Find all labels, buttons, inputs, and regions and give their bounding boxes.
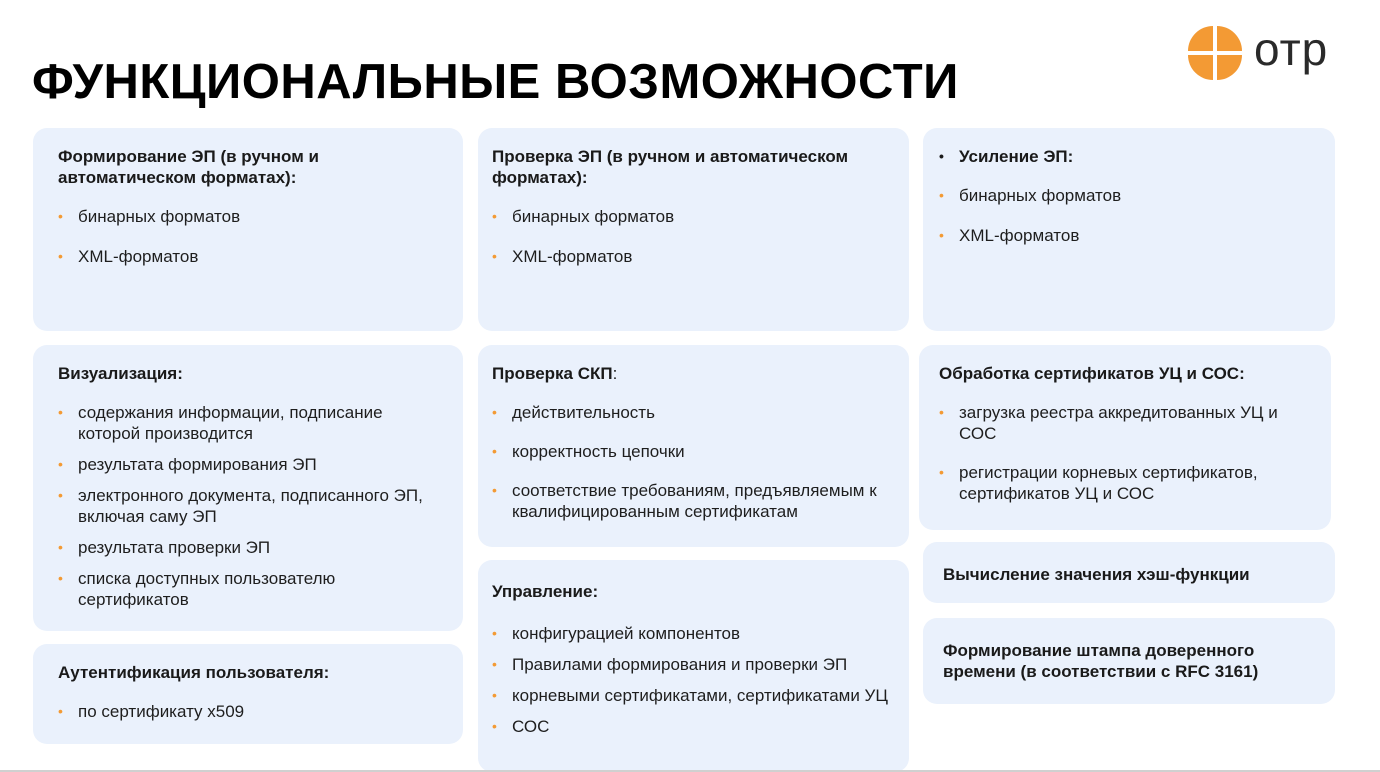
- card-enhancement-title: • Усиление ЭП:: [939, 146, 1315, 167]
- list-item: • бинарных форматов: [492, 206, 889, 227]
- list-item: • регистрации корневых сертификатов, сертификатов УЦ и СОС: [939, 462, 1299, 504]
- card-hash: [923, 542, 1335, 603]
- card-management-title: Управление:: [492, 582, 599, 601]
- orange-petals-logo-icon: [1186, 24, 1244, 82]
- card-skp-check-title-colon: :: [612, 364, 618, 383]
- card-auth: [33, 644, 463, 744]
- list-item: • конфигурацией компонентов: [492, 623, 892, 644]
- card-verification-title: Проверка ЭП (в ручном и автоматическом форматах):: [492, 147, 849, 187]
- card-formation: [33, 128, 463, 331]
- list-item: • XML-форматов: [939, 225, 1315, 246]
- list-item: • корневыми сертификатами, сертификатами УЦ: [492, 685, 892, 706]
- list-item: • соответствие требованиям, предъявляемым к квалифицированным сертификатам: [492, 480, 892, 522]
- list-item: • результата формирования ЭП: [58, 454, 438, 475]
- card-timestamp-title: Формирование штампа доверенного времени (в соответствии с RFC 3161): [943, 641, 1259, 681]
- list-item: • по сертификату x509: [58, 701, 443, 722]
- card-skp-check-title: [492, 363, 889, 384]
- card-timestamp: [923, 618, 1335, 704]
- card-verification: [478, 128, 909, 331]
- card-formation-title: Формирование ЭП (в ручном и автоматическом форматах):: [58, 147, 319, 187]
- card-auth-title: Аутентификация пользователя:: [58, 663, 330, 682]
- list-item: • корректность цепочки: [492, 441, 892, 462]
- card-certs-title: Обработка сертификатов УЦ и СОС:: [939, 364, 1245, 383]
- list-item: • XML-форматов: [492, 246, 889, 267]
- list-item: • электронного документа, подписанного ЭП, включая саму ЭП: [58, 485, 438, 527]
- list-item: • результата проверки ЭП: [58, 537, 438, 558]
- list-item: • Правилами формирования и проверки ЭП: [492, 654, 892, 675]
- card-management: [478, 560, 909, 772]
- card-hash-title: Вычисление значения хэш-функции: [943, 565, 1250, 584]
- list-item: • XML-форматов: [58, 246, 443, 267]
- card-visualization-title: Визуализация:: [58, 364, 183, 383]
- page-title: ФУНКЦИОНАЛЬНЫЕ ВОЗМОЖНОСТИ: [32, 55, 959, 109]
- list-item: • бинарных форматов: [58, 206, 443, 227]
- card-visualization: [33, 345, 463, 631]
- card-certs: [919, 345, 1331, 530]
- list-item: • бинарных форматов: [939, 185, 1315, 206]
- list-item: • загрузка реестра аккредитованных УЦ и СОС: [939, 402, 1299, 444]
- card-skp-check-title-bold: Проверка СКП: [492, 364, 613, 383]
- card-skp-check: [478, 345, 909, 547]
- list-item: • действительность: [492, 402, 892, 423]
- company-logo: [1186, 24, 1346, 84]
- logo-text: отр: [1254, 23, 1329, 75]
- list-item: • списка доступных пользователю сертификатов: [58, 568, 378, 610]
- card-enhancement: [923, 128, 1335, 331]
- list-item: • СОС: [492, 716, 892, 737]
- list-item: • содержания информации, подписание которой производится: [58, 402, 438, 444]
